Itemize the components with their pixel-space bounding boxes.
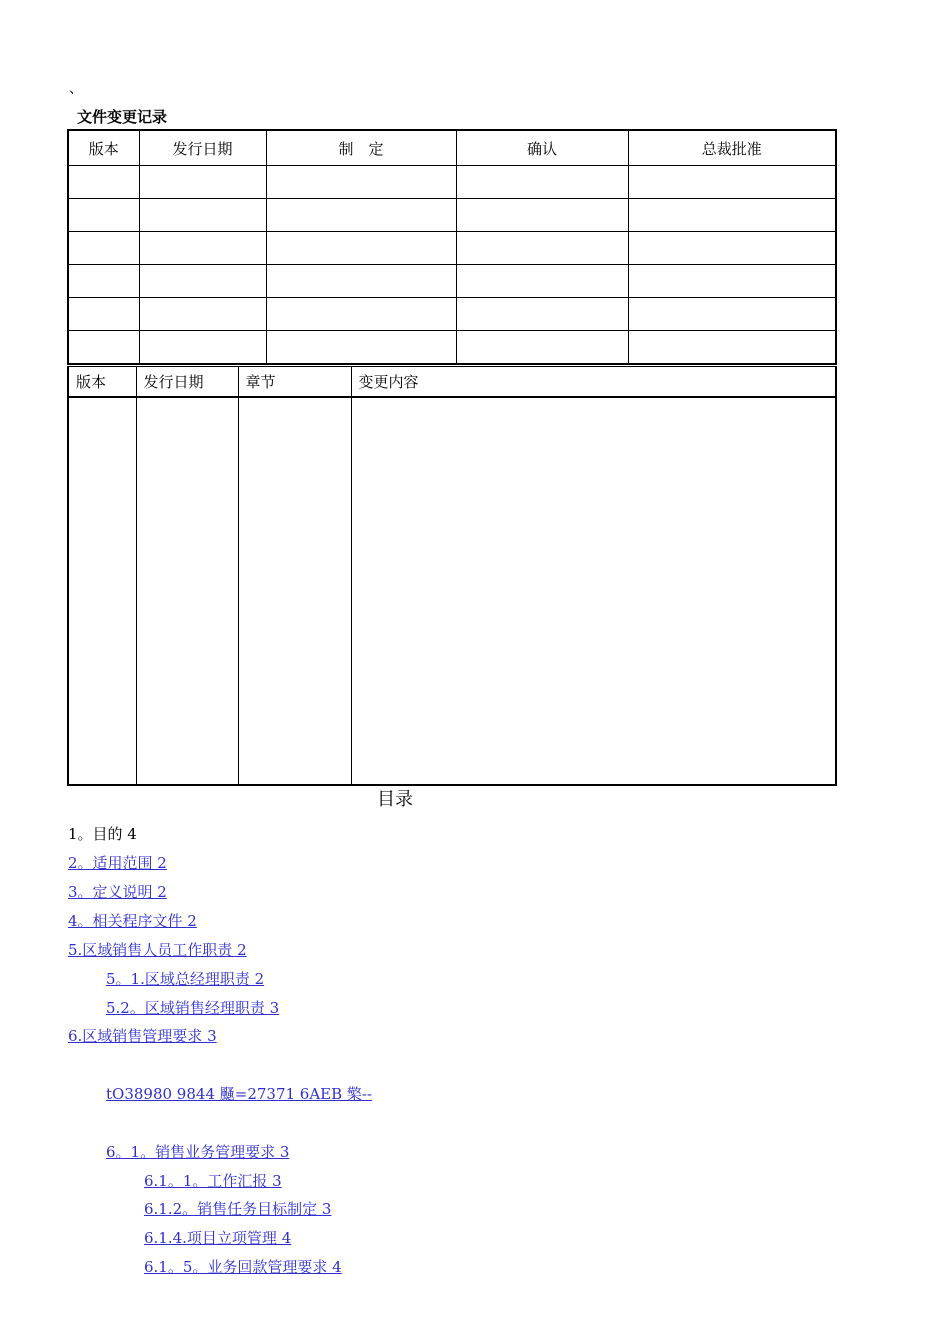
table-cell[interactable] — [139, 331, 266, 365]
table-cell[interactable] — [628, 298, 836, 331]
table-cell[interactable] — [68, 298, 139, 331]
table-cell[interactable] — [68, 397, 136, 785]
toc-item[interactable]: 6。1。销售业务管理要求 3 — [106, 1143, 290, 1161]
table-cell[interactable] — [456, 298, 628, 331]
table-cell[interactable] — [456, 331, 628, 365]
table-cell[interactable] — [68, 166, 139, 199]
toc-item[interactable]: 5.区域销售人员工作职责 2 — [68, 941, 247, 959]
header-prepared: 制 定 — [266, 130, 456, 166]
table-cell[interactable] — [628, 166, 836, 199]
table-cell[interactable] — [139, 166, 266, 199]
toc-item[interactable]: 6.1.2。销售任务目标制定 3 — [144, 1200, 332, 1218]
table-cell[interactable] — [139, 232, 266, 265]
toc-item[interactable]: 6.1。1。工作汇报 3 — [144, 1172, 282, 1190]
table-cell[interactable] — [266, 298, 456, 331]
table-cell[interactable] — [266, 331, 456, 365]
table-cell[interactable] — [628, 199, 836, 232]
toc-item[interactable]: 5。1.区域总经理职责 2 — [106, 970, 265, 988]
change-table — [67, 366, 837, 786]
table-cell[interactable] — [628, 232, 836, 265]
table-cell[interactable] — [456, 166, 628, 199]
table-cell[interactable] — [456, 232, 628, 265]
toc-item[interactable]: 4。相关程序文件 2 — [68, 912, 197, 930]
header-version: 版本 — [68, 367, 136, 398]
stray-mark: 、 — [69, 81, 83, 97]
table-row — [68, 166, 836, 199]
table-cell[interactable] — [628, 265, 836, 298]
table-cell[interactable] — [628, 331, 836, 365]
toc-item[interactable]: 6.1。5。业务回款管理要求 4 — [144, 1258, 342, 1276]
table-row — [68, 397, 836, 785]
table-row — [68, 298, 836, 331]
toc-item[interactable]: 6.1.4.项目立项管理 4 — [144, 1229, 292, 1247]
table-row — [68, 232, 836, 265]
approval-table — [67, 129, 837, 365]
table-cell[interactable] — [139, 199, 266, 232]
table-cell[interactable] — [68, 199, 139, 232]
header-president-approval: 总裁批准 — [628, 130, 836, 166]
table-cell[interactable] — [266, 232, 456, 265]
toc-item[interactable]: 3。定义说明 2 — [68, 883, 167, 901]
table-cell[interactable] — [68, 232, 139, 265]
table-cell[interactable] — [266, 265, 456, 298]
toc-title: 目录 — [377, 789, 413, 810]
toc-item[interactable]: 6.区域销售管理要求 3 — [68, 1027, 217, 1045]
toc-item: 1。目的 4 — [68, 825, 137, 843]
table-cell[interactable] — [139, 265, 266, 298]
toc-item[interactable]: 5.2。区域销售经理职责 3 — [106, 999, 280, 1017]
header-confirm: 确认 — [456, 130, 628, 166]
table-cell[interactable] — [266, 199, 456, 232]
table-cell[interactable] — [68, 265, 139, 298]
header-issue-date: 发行日期 — [139, 130, 266, 166]
header-issue-date: 发行日期 — [136, 367, 238, 398]
table-cell[interactable] — [136, 397, 238, 785]
change-header-row — [68, 367, 836, 398]
header-change-content: 变更内容 — [351, 367, 836, 398]
table-row — [68, 331, 836, 365]
table-cell[interactable] — [238, 397, 351, 785]
table-cell[interactable] — [68, 331, 139, 365]
table-cell[interactable] — [139, 298, 266, 331]
header-section: 章节 — [238, 367, 351, 398]
table-cell[interactable] — [351, 397, 836, 785]
table-row — [68, 199, 836, 232]
table-cell[interactable] — [266, 166, 456, 199]
toc-item[interactable]: tO38980 9844 颾=27371 6AEB 檠‐‐ — [106, 1085, 373, 1103]
toc-item[interactable]: 2。适用范围 2 — [68, 854, 167, 872]
table-cell[interactable] — [456, 199, 628, 232]
table-cell[interactable] — [456, 265, 628, 298]
table-row — [68, 265, 836, 298]
header-version: 版本 — [68, 130, 139, 166]
record-title: 文件变更记录 — [77, 108, 168, 126]
approval-header-row — [68, 130, 836, 166]
